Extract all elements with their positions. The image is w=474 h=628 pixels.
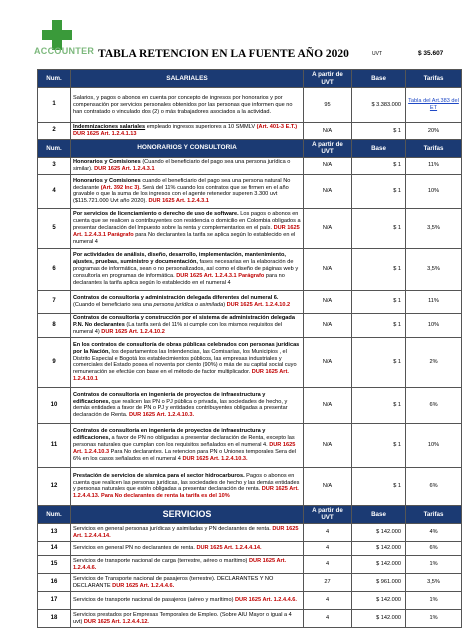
- table-row: [38, 387, 462, 423]
- row-description: Por actividades de análisis, diseño, desarrollo, implementación, mantenimiento, ajustes, pruebas, suministro y documentación, fases necesarias en la elaboración de programas de informática, sean o no personalizados, así como el diseño de páginas web y consultoría en programas de informática. DUR 1625 Art. 1.2.4.3.1 Parágrafo para no declarantes la tarifa aplica según lo establecido en el numeral 4: [71, 248, 304, 290]
- row-rate: 11%: [406, 157, 462, 174]
- row-uvt: N/A: [304, 423, 352, 467]
- row-number: 13: [38, 524, 71, 542]
- row-number: 17: [38, 592, 71, 610]
- row-number: 3: [38, 157, 71, 174]
- row-description: Servicios de transporte nacional de carga (terrestre, aéreo o marítimo) DUR 1625 Art. 1.2.4.4.6.: [71, 556, 304, 574]
- row-description: Contratos de consultoría y administración delegada diferentes del numeral 6. (Cuando el beneficiario sea una persona jurídica o asimilada) DUR 1625 Art. 1.2.4.10.2: [71, 290, 304, 313]
- row-number: 5: [38, 208, 71, 248]
- row-number: 11: [38, 423, 71, 467]
- table-row: [38, 524, 462, 542]
- row-rate: 20%: [406, 123, 462, 140]
- row-uvt: 4: [304, 524, 352, 542]
- row-uvt: 4: [304, 610, 352, 628]
- row-rate: 11%: [406, 290, 462, 313]
- row-number: 8: [38, 313, 71, 337]
- table-row: [38, 88, 462, 123]
- section-header-servicios: [38, 505, 462, 523]
- table-row: [38, 337, 462, 387]
- row-rate: 6%: [406, 467, 462, 505]
- row-base: $ 1: [352, 157, 406, 174]
- row-base: $ 142.000: [352, 610, 406, 628]
- row-number: 12: [38, 467, 71, 505]
- row-rate: 1%: [406, 592, 462, 610]
- row-rate: 1%: [406, 610, 462, 628]
- section-header-honorarios: [38, 139, 462, 157]
- row-description: Servicios en general PN no declarantes de renta. DUR 1625 Art. 1.2.4.4.14.: [71, 542, 304, 556]
- row-number: 14: [38, 542, 71, 556]
- row-uvt: N/A: [304, 387, 352, 423]
- col-uvt-header: A partir de UVT: [304, 505, 352, 523]
- col-uvt-header: A partir de UVT: [304, 139, 352, 157]
- row-description: Honorarios y Comisiones (Cuando el beneficiario del pago sea una persona jurídica o similar). DUR 1625 Art. 1.2.4.3.1: [71, 157, 304, 174]
- row-number: 18: [38, 610, 71, 628]
- row-uvt: N/A: [304, 123, 352, 140]
- uvt-value: $ 35.607: [418, 50, 444, 57]
- row-number: 2: [38, 123, 71, 140]
- row-uvt: 4: [304, 542, 352, 556]
- table-row: [38, 123, 462, 140]
- table-row: [38, 313, 462, 337]
- row-description: Honorarios y Comisiones cuando el beneficiario del pago sea una persona natural No declarante (Art. 392 Inc 3). Será del 11% cuando los contratos que se firmen en el año gravable o que la suma de los ingresos con el agente retenedor superen 3.300 uvt ($115.721.000 Uvt año 2020). DUR 1625 Art. 1.2.4.3.1: [71, 174, 304, 208]
- row-number: 15: [38, 556, 71, 574]
- section-title: SERVICIOS: [71, 505, 304, 523]
- col-uvt-header: A partir de UVT: [304, 70, 352, 88]
- row-description: Contratos de consultoría en ingeniería de proyectos de infraestructura y edificaciones, que realicen las PN o PJ pública o privada, las sociedades de hecho, y demás entidades a favor de PN o PJ y entidades contribuyentes obligadas a presentar declaración de Renta. DUR 1625 Art. 1.2.4.10.3.: [71, 387, 304, 423]
- uvt-label: UVT: [372, 51, 382, 57]
- row-number: 6: [38, 248, 71, 290]
- col-num-header: Num.: [38, 70, 71, 88]
- table-row: [38, 610, 462, 628]
- row-description: Indemnizaciones salariales empleado ingresos superiores a 10 SMMLV (Art. 401-3 E.T.) DUR 1625 Art. 1.2.4.1.13: [71, 123, 304, 140]
- row-rate: 2%: [406, 337, 462, 387]
- table-row: [38, 208, 462, 248]
- row-rate: 3,5%: [406, 208, 462, 248]
- col-rate-header: Tarifas: [406, 70, 462, 88]
- row-description: Servicios en general personas jurídicas y asimiladas y PN declarantes de renta. DUR 1625 Art. 1.2.4.4.14.: [71, 524, 304, 542]
- col-num-header: Num.: [38, 139, 71, 157]
- row-base: $ 1: [352, 313, 406, 337]
- row-rate: 3,5%: [406, 248, 462, 290]
- row-uvt: N/A: [304, 157, 352, 174]
- page-title: TABLA RETENCION EN LA FUENTE AÑO 2020: [98, 48, 349, 60]
- table-row: [38, 556, 462, 574]
- row-uvt: N/A: [304, 290, 352, 313]
- section-header-salariales: [38, 70, 462, 88]
- row-base: $ 3.383.000: [352, 88, 406, 123]
- row-uvt: N/A: [304, 313, 352, 337]
- row-base: $ 1: [352, 423, 406, 467]
- table-row: [38, 542, 462, 556]
- table-row: [38, 467, 462, 505]
- accounter-logo: [34, 20, 94, 60]
- row-description: Servicios de transporte nacional de pasajeros (aéreo y marítimo) DUR 1625 Art. 1.2.4.4.6.: [71, 592, 304, 610]
- retention-table: [37, 69, 462, 628]
- row-rate: 10%: [406, 174, 462, 208]
- col-base-header: Base: [352, 139, 406, 157]
- row-uvt: N/A: [304, 337, 352, 387]
- row-base: $ 142.000: [352, 592, 406, 610]
- table-row: [38, 157, 462, 174]
- col-num-header: Num.: [38, 505, 71, 523]
- row-uvt: N/A: [304, 174, 352, 208]
- section-title: HONORARIOS Y CONSULTORIA: [71, 139, 304, 157]
- table-row: [38, 423, 462, 467]
- row-base: $ 1: [352, 248, 406, 290]
- row-base: $ 142.000: [352, 542, 406, 556]
- row-number: 9: [38, 337, 71, 387]
- row-number: 10: [38, 387, 71, 423]
- col-rate-header: Tarifas: [406, 139, 462, 157]
- table-row: [38, 248, 462, 290]
- row-uvt: N/A: [304, 208, 352, 248]
- row-base: $ 1: [352, 387, 406, 423]
- row-base: $ 142.000: [352, 556, 406, 574]
- row-rate: [406, 88, 462, 123]
- table-row: [38, 174, 462, 208]
- article-383-link[interactable]: Tabla del Art.383 del ET: [408, 98, 459, 112]
- row-uvt: 4: [304, 592, 352, 610]
- row-description: Salarios, y pagos o abonos en cuenta por concepto de ingresos por honorarios y por compensación por servicios personales obtenidos por las personas que informen que no han contratado o vinculado dos (2) o más trabajadores asociados a la actividad.: [71, 88, 304, 123]
- row-base: $ 961.000: [352, 574, 406, 592]
- row-number: 1: [38, 88, 71, 123]
- row-number: 4: [38, 174, 71, 208]
- col-rate-header: Tarifas: [406, 505, 462, 523]
- row-uvt: N/A: [304, 248, 352, 290]
- col-base-header: Base: [352, 70, 406, 88]
- row-description: En los contratos de consultoría de obras públicas celebrados con personas jurídicas por la Nación, los departamentos las Intendencias, las Comisarías, los Municipios , el Distrito Especial e Bogotá los establecimientos públicos, las empresas industriales y comerciales del Estado posea el noventa por ciento (90%) o más de su capital social cuyo remuneración se efectúe con base en el método de factor multiplicador. DUR 1625 Art. 1.2.4.10.1: [71, 337, 304, 387]
- row-description: Contratos de consultoría y construcción por el sistema de administración delegada P.N. No declarantes (La tarifa será del 11% si cumple con los mismos requisitos del numeral 4) DUR 1625 Art. 1.2.4.10.2: [71, 313, 304, 337]
- row-rate: 6%: [406, 387, 462, 423]
- row-base: $ 1: [352, 337, 406, 387]
- table-row: [38, 290, 462, 313]
- row-number: 16: [38, 574, 71, 592]
- row-description: Contratos de consultoría en ingeniería de proyectos de infraestructura y edificaciones, a favor de PN no obligadas a presentar declaración de Renta, excepto las personas naturales que cumplan con los requisitos señalados en el numeral 4. DUR 1625 Art. 1.2.4.10.3 Para No declarantes. La retencion para PN o Uniones temporales Sera del 6% en los casos señalados en el numeral 4 DUR 1625 Art. 1.2.4.10.3.: [71, 423, 304, 467]
- row-description: Servicios prestados por Empresas Temporales de Empleo. (Sobre AIU Mayor o igual a 4 uvt) DUR 1625 Art. 1.2.4.4.12.: [71, 610, 304, 628]
- row-number: 7: [38, 290, 71, 313]
- table-row: [38, 574, 462, 592]
- row-base: $ 1: [352, 290, 406, 313]
- row-base: $ 1: [352, 467, 406, 505]
- row-rate: 3,5%: [406, 574, 462, 592]
- row-rate: 1%: [406, 556, 462, 574]
- row-base: $ 1: [352, 123, 406, 140]
- row-rate: 6%: [406, 542, 462, 556]
- table-row: [38, 592, 462, 610]
- section-title: SALARIALES: [71, 70, 304, 88]
- row-description: Prestación de servicios de sísmica para el sector hidrocarburos. Pagos o abonos en cuenta que realicen las personas jurídicas, las sociedades de hecho y las demás entidades y personas naturales que estén obligadas a presentar declaración de renta. DUR 1625 Art. 1.2.4.4.13. Para No declarantes de renta la tarifa es del 10%: [71, 467, 304, 505]
- row-base: $ 142.000: [352, 524, 406, 542]
- row-rate: 4%: [406, 524, 462, 542]
- row-uvt: 4: [304, 556, 352, 574]
- row-description: Servicios de Transporte nacional de pasajeros (terrestre). DECLARANTES Y NO DECLARANTE DUR 1625 Art. 1.2.4.4.6.: [71, 574, 304, 592]
- row-rate: 10%: [406, 423, 462, 467]
- col-base-header: Base: [352, 505, 406, 523]
- row-uvt: 95: [304, 88, 352, 123]
- row-base: $ 1: [352, 174, 406, 208]
- row-base: $ 1: [352, 208, 406, 248]
- row-uvt: 27: [304, 574, 352, 592]
- row-uvt: N/A: [304, 467, 352, 505]
- logo-text: ACCOUNTER: [34, 46, 95, 56]
- row-description: Por servicios de licenciamiento o derecho de uso de software. Los pagos o abonos en cuenta que se realicen a contribuyentes con residencia o domicilio en Colombia obligados a presentar declaración del Impuesto sobre la renta y complementarios en el país. DUR 1625 Art. 1.2.4.3.1 Parágrafo para No declarantes la tarifa se aplica según lo establecido en el numeral 4: [71, 208, 304, 248]
- row-rate: 10%: [406, 313, 462, 337]
